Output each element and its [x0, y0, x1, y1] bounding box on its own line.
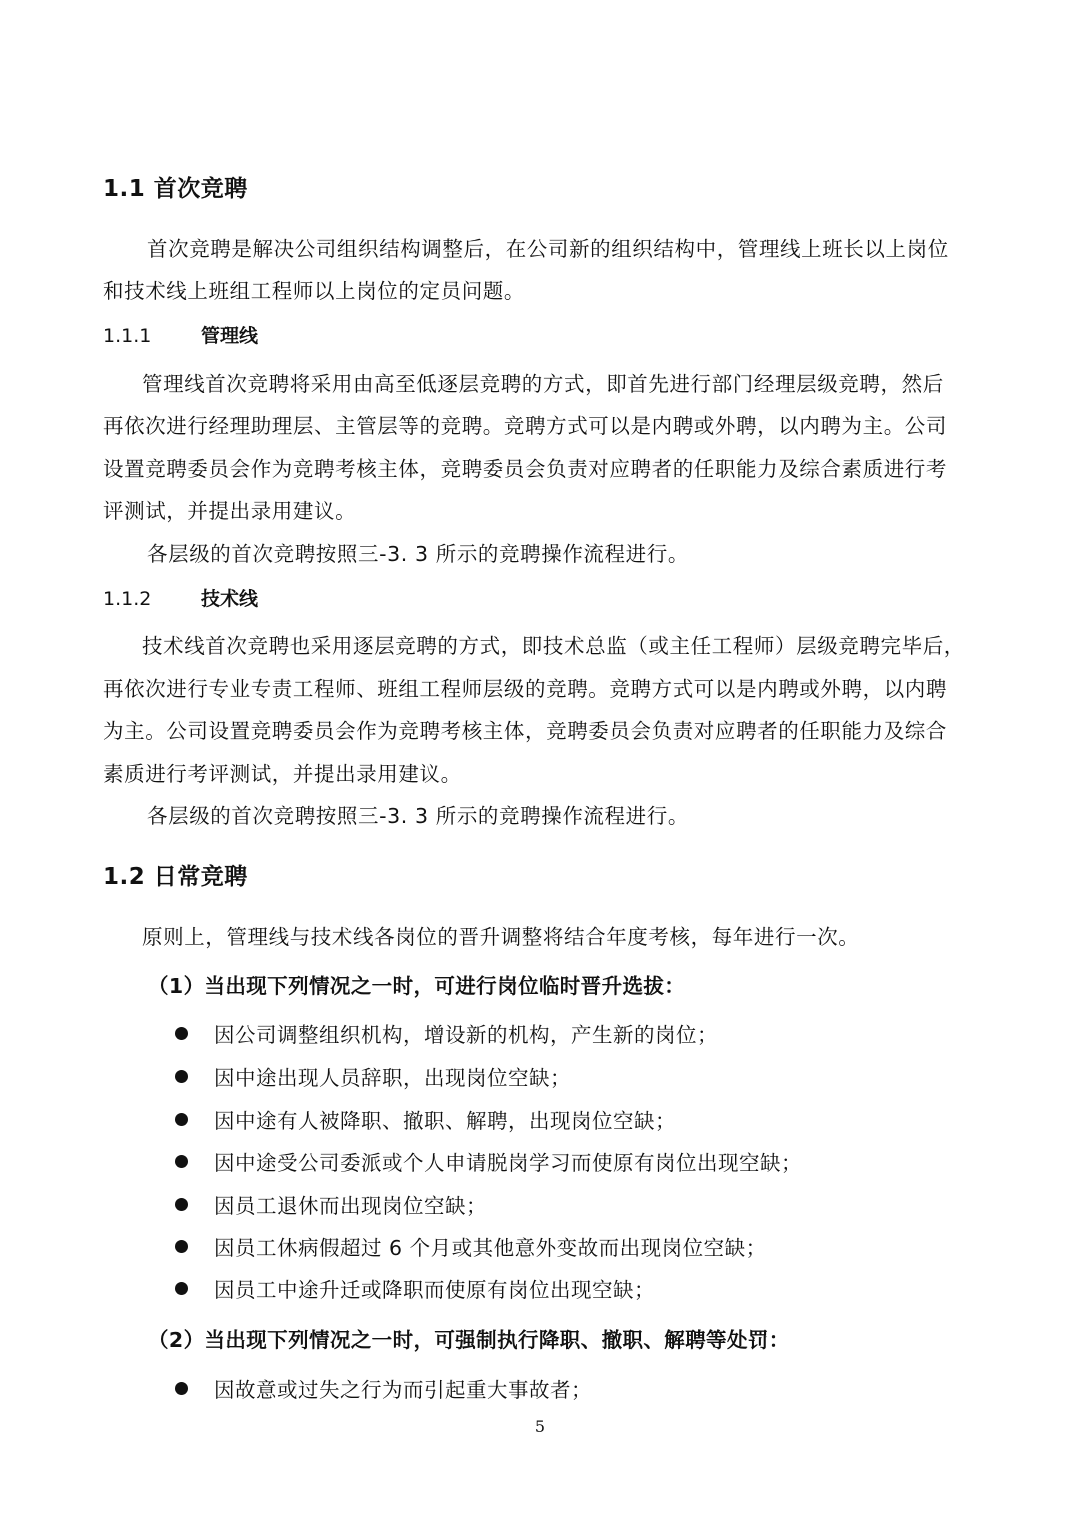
subsection-1-1-1-heading [103, 321, 258, 348]
case-1-list-item [175, 1231, 767, 1261]
case-2-heading: （2）当出现下列情况之一时，可强制执行降职、撤职、解聘等处罚： [148, 1328, 790, 1352]
case-1-list-item [175, 1273, 655, 1303]
section-1-2-title: 1.2 日常竞聘 [103, 864, 248, 890]
subsection-1-1-1-para-line-1: 管理线首次竞聘将采用由高至低逐层竞聘的方式，即首先进行部门经理层级竞聘，然后 [142, 372, 944, 396]
section-1-1-intro-line-1: 首次竞聘是解决公司组织结构调整后，在公司新的组织结构中，管理线上班长以上岗位 [147, 237, 949, 261]
subsection-1-1-2-note: 各层级的首次竞聘按照三-3. 3 所示的竞聘操作流程进行。 [147, 804, 689, 828]
section-1-1-intro-line-2: 和技术线上班组工程师以上岗位的定员问题。 [103, 279, 525, 303]
case-1-item-text: 因中途有人被降职、撤职、解聘，出现岗位空缺； [214, 1109, 676, 1133]
bullet-dot-icon [175, 1282, 188, 1295]
section-1-2-intro: 原则上，管理线与技术线各岗位的晋升调整将结合年度考核，每年进行一次。 [142, 925, 860, 949]
subsection-1-1-2-para-line-3: 为主。公司设置竞聘委员会作为竞聘考核主体，竞聘委员会负责对应聘者的任职能力及综合 [103, 719, 947, 743]
subsection-title: 技术线 [201, 588, 259, 610]
case-1-list-item [175, 1104, 676, 1134]
bullet-dot-icon [175, 1155, 188, 1168]
case-1-item-text: 因中途受公司委派或个人申请脱岗学习而使原有岗位出现空缺； [214, 1151, 802, 1175]
bullet-dot-icon [175, 1240, 188, 1253]
subsection-1-1-2-para-line-4: 素质进行考评测试，并提出录用建议。 [103, 762, 462, 786]
subsection-number: 1.1.2 [103, 588, 152, 610]
bullet-dot-icon [175, 1198, 188, 1211]
case-2-item-text: 因故意或过失之行为而引起重大事故者； [214, 1378, 592, 1402]
case-1-item-text: 因员工休病假超过 6 个月或其他意外变故而出现岗位空缺； [214, 1236, 767, 1260]
subsection-1-1-2-heading [103, 584, 258, 611]
subsection-1-1-1-note: 各层级的首次竞聘按照三-3. 3 所示的竞聘操作流程进行。 [147, 542, 689, 566]
case-1-heading: （1）当出现下列情况之一时，可进行岗位临时晋升选拔： [148, 974, 686, 998]
case-1-list-item [175, 1189, 487, 1219]
bullet-dot-icon [175, 1113, 188, 1126]
case-1-item-text: 因员工退休而出现岗位空缺； [214, 1194, 487, 1218]
bullet-dot-icon [175, 1382, 188, 1395]
case-1-list-item [175, 1146, 802, 1176]
case-1-list-item [175, 1018, 718, 1048]
case-2-list-item [175, 1373, 592, 1403]
bullet-dot-icon [175, 1027, 188, 1040]
subsection-title: 管理线 [201, 325, 259, 347]
case-1-item-text: 因员工中途升迁或降职而使原有岗位出现空缺； [214, 1278, 655, 1302]
subsection-1-1-1-para-line-3: 设置竞聘委员会作为竞聘考核主体，竞聘委员会负责对应聘者的任职能力及综合素质进行考 [103, 457, 947, 481]
subsection-1-1-2-para-line-2: 再依次进行专业专责工程师、班组工程师层级的竞聘。竞聘方式可以是内聘或外聘，以内聘 [103, 677, 947, 701]
page-number: 5 [534, 1417, 546, 1436]
subsection-number: 1.1.1 [103, 325, 152, 347]
section-1-1-title: 1.1 首次竞聘 [103, 176, 248, 202]
case-1-item-text: 因中途出现人员辞职，出现岗位空缺； [214, 1066, 571, 1090]
subsection-1-1-1-para-line-4: 评测试，并提出录用建议。 [103, 499, 357, 523]
subsection-1-1-1-para-line-2: 再依次进行经理助理层、主管层等的竞聘。竞聘方式可以是内聘或外聘，以内聘为主。公司 [103, 414, 947, 438]
subsection-1-1-2-para-line-1: 技术线首次竞聘也采用逐层竞聘的方式，即技术总监（或主任工程师）层级竞聘完毕后， [142, 634, 965, 658]
bullet-dot-icon [175, 1070, 188, 1083]
case-1-item-text: 因公司调整组织机构，增设新的机构，产生新的岗位； [214, 1023, 718, 1047]
case-1-list-item [175, 1061, 571, 1091]
